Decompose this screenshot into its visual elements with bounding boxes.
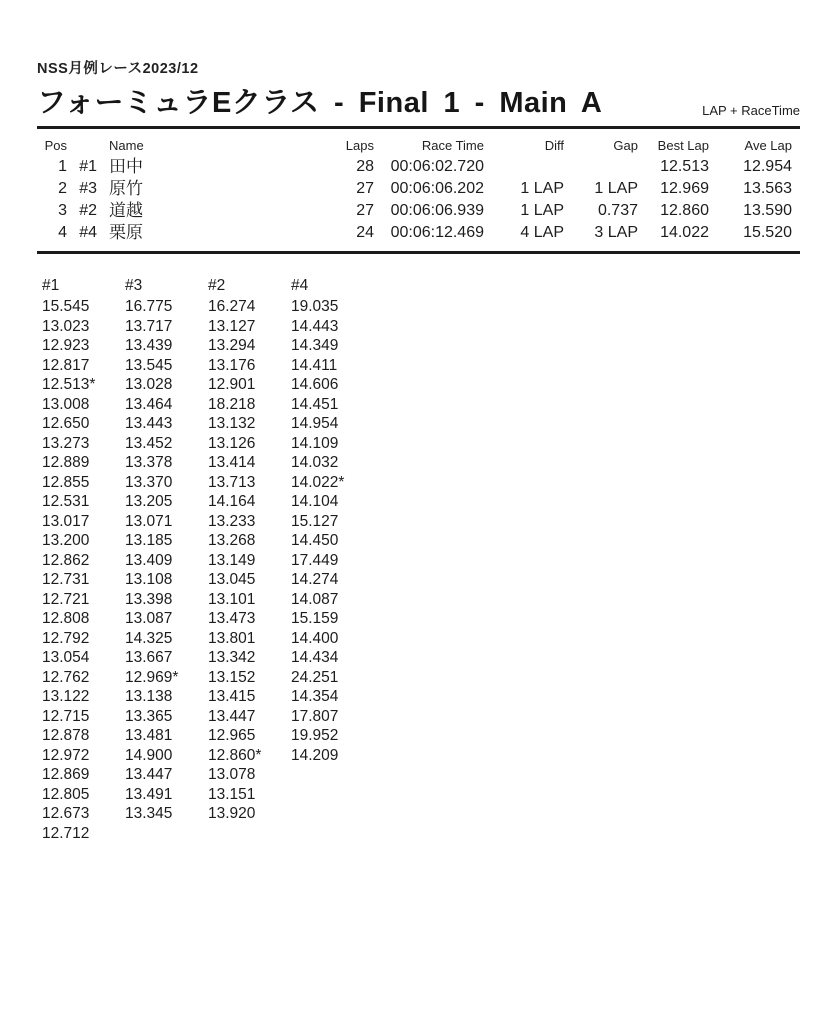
lap-time-car3: 13.398 [125, 590, 173, 608]
lap-time-car4: 14.400 [291, 629, 339, 647]
result-gap: 3 LAP [594, 224, 638, 241]
lap-col-header-car4: #4 [291, 277, 309, 294]
lap-time-car3: 13.443 [125, 415, 173, 432]
lap-time-car4: 17.449 [291, 551, 339, 569]
lap-time-car2: 13.078 [208, 766, 256, 783]
lap-time-car1: 12.862 [42, 551, 90, 569]
result-car-no: #4 [79, 224, 97, 241]
lap-time-car3: 13.345 [125, 805, 173, 822]
result-name: 原竹 [109, 179, 143, 198]
lap-time-car3: 13.447 [125, 766, 173, 783]
result-avelap: 12.954 [743, 158, 792, 175]
lap-time-car4: 14.022* [291, 473, 345, 491]
lap-time-car3 [120, 824, 203, 844]
lap-time-row [37, 453, 369, 473]
lap-time-car2: 13.233 [208, 512, 256, 530]
lap-time-car2: 13.713 [208, 473, 256, 491]
result-avelap: 15.520 [743, 224, 792, 241]
lap-time-car3: 13.545 [125, 356, 173, 374]
lap-time-car4: 14.443 [291, 317, 339, 335]
col-header-diff: Diff [544, 138, 564, 153]
lap-time-car1: 13.017 [42, 512, 90, 530]
lap-time-car1: 13.008 [42, 395, 90, 413]
result-diff: 4 LAP [520, 224, 564, 241]
lap-time-row [37, 317, 369, 337]
col-header-pos: Pos [44, 138, 67, 153]
result-name: 田中 [109, 157, 143, 176]
result-laps: 24 [356, 224, 374, 241]
lap-time-car2: 13.152 [208, 668, 256, 686]
lap-time-car4 [286, 785, 369, 805]
lap-time-row [37, 570, 369, 590]
lap-time-car2: 18.218 [208, 395, 256, 413]
lap-time-car3: 13.205 [125, 493, 173, 510]
lap-time-car4: 14.450 [291, 532, 339, 549]
lap-time-row [37, 609, 369, 629]
lap-time-car3: 13.108 [125, 571, 173, 588]
lap-time-car1: 12.878 [42, 727, 90, 744]
result-racetime: 00:06:06.939 [390, 202, 484, 219]
result-laps: 27 [356, 202, 374, 219]
result-bestlap: 12.513 [660, 158, 709, 175]
timing-mode-label: LAP + RaceTime [702, 103, 800, 118]
result-row [37, 222, 800, 244]
result-diff [484, 156, 564, 178]
lap-time-car4: 14.434 [291, 649, 339, 666]
lap-time-car2: 13.801 [208, 629, 256, 647]
lap-col-header-car1: #1 [42, 277, 60, 294]
lap-time-car1: 12.817 [42, 356, 90, 374]
lap-time-row [37, 824, 369, 844]
result-avelap: 13.590 [743, 202, 792, 219]
lap-time-car4: 14.354 [291, 688, 339, 705]
col-header-bestlap: Best Lap [657, 138, 709, 153]
lap-time-car1: 12.721 [42, 590, 90, 608]
lap-time-car2: 13.045 [208, 571, 256, 588]
col-header-racetime: Race Time [421, 138, 484, 153]
lap-time-row [37, 648, 369, 668]
lap-times-header-row [37, 277, 369, 297]
lap-time-car4: 15.127 [291, 512, 339, 530]
lap-time-car4: 14.411 [291, 356, 338, 374]
lap-time-car2: 16.274 [208, 298, 256, 315]
lap-time-car1: 12.808 [42, 610, 90, 627]
lap-time-car3: 13.028 [125, 376, 173, 393]
lap-time-car4: 19.035 [291, 298, 339, 315]
lap-time-car2: 13.101 [208, 590, 256, 608]
lap-time-car2: 13.447 [208, 707, 256, 725]
lap-time-car2: 13.151 [208, 785, 256, 803]
lap-time-car4: 14.032 [291, 454, 339, 471]
result-car-no: #1 [79, 158, 97, 175]
lap-time-car1: 12.762 [42, 668, 90, 686]
lap-times-table [37, 277, 369, 843]
lap-time-car4 [286, 824, 369, 844]
result-row [37, 156, 800, 178]
lap-time-car3: 13.717 [125, 317, 173, 335]
result-row [37, 178, 800, 200]
lap-time-car4: 14.349 [291, 337, 339, 354]
lap-time-car3: 13.370 [125, 473, 173, 491]
result-avelap: 13.563 [743, 180, 792, 197]
lap-time-car1: 12.972 [42, 746, 90, 764]
lap-time-row [37, 687, 369, 707]
lap-time-car4: 14.451 [291, 395, 339, 413]
lap-time-row [37, 434, 369, 454]
lap-time-row [37, 707, 369, 727]
lap-time-row [37, 804, 369, 824]
results-divider [37, 251, 800, 254]
lap-time-row [37, 765, 369, 785]
lap-time-car1: 15.545 [42, 298, 90, 315]
lap-time-car2: 13.920 [208, 805, 256, 822]
lap-time-car1: 13.023 [42, 317, 90, 335]
lap-time-car2: 14.164 [208, 493, 256, 510]
lap-time-car3: 13.365 [125, 707, 173, 725]
lap-time-car1: 12.531 [42, 493, 90, 510]
lap-time-row [37, 473, 369, 493]
lap-time-row [37, 492, 369, 512]
lap-time-car3: 13.071 [125, 512, 173, 530]
result-pos: 3 [58, 202, 67, 219]
lap-time-car4: 19.952 [291, 727, 339, 744]
result-bestlap: 12.969 [660, 180, 709, 197]
lap-time-row [37, 551, 369, 571]
lap-time-car3: 13.452 [125, 434, 173, 452]
lap-time-car3: 16.775 [125, 298, 173, 315]
result-bestlap: 14.022 [660, 224, 709, 241]
result-pos: 2 [58, 180, 67, 197]
title-row [37, 78, 800, 121]
lap-time-car3: 13.481 [125, 727, 173, 744]
result-car-no: #2 [79, 202, 97, 219]
result-racetime: 00:06:12.469 [390, 224, 484, 241]
lap-time-car1: 13.122 [42, 688, 90, 705]
lap-time-row [37, 375, 369, 395]
lap-time-car2: 12.901 [208, 376, 256, 393]
col-header-laps: Laps [345, 138, 374, 153]
lap-time-car4: 14.109 [291, 434, 339, 452]
lap-time-car1: 12.792 [42, 629, 90, 647]
lap-time-car1: 13.200 [42, 532, 90, 549]
lap-time-car3: 13.185 [125, 532, 173, 549]
lap-time-car2: 12.860* [208, 746, 262, 764]
lap-time-row [37, 395, 369, 415]
lap-time-car2: 13.342 [208, 649, 256, 666]
result-laps: 28 [356, 158, 374, 175]
lap-time-row [37, 297, 369, 317]
lap-time-car4: 14.104 [291, 493, 339, 510]
col-header-car [67, 138, 103, 156]
lap-col-header-car3: #3 [125, 277, 143, 294]
lap-time-car4: 14.209 [291, 746, 339, 764]
lap-time-car1: 13.054 [42, 649, 90, 666]
sheet-content [37, 0, 800, 843]
lap-time-car3: 13.087 [125, 610, 173, 627]
lap-time-car3: 12.969* [125, 668, 179, 686]
results-body [37, 156, 800, 244]
result-car-no: #3 [79, 180, 97, 197]
lap-time-car4: 14.606 [291, 376, 339, 393]
lap-time-car3: 13.464 [125, 395, 173, 413]
result-diff: 1 LAP [520, 202, 564, 219]
lap-time-car1: 12.855 [42, 473, 90, 491]
results-header-row [37, 138, 800, 156]
lap-time-car4: 24.251 [291, 668, 339, 686]
result-name: 道越 [109, 201, 143, 220]
result-row [37, 200, 800, 222]
event-title: NSS月例レース2023/12 [37, 61, 199, 77]
col-header-name: Name [109, 138, 144, 153]
lap-time-car4: 15.159 [291, 610, 339, 627]
result-pos: 4 [58, 224, 67, 241]
lap-time-car2: 13.473 [208, 610, 256, 627]
results-table [37, 138, 800, 244]
lap-time-car3: 14.900 [125, 746, 173, 764]
lap-time-row [37, 356, 369, 376]
lap-time-car3: 13.138 [125, 688, 173, 705]
result-gap: 0.737 [597, 202, 638, 219]
lap-time-car1: 12.712 [42, 824, 90, 842]
lap-time-car2: 13.414 [208, 454, 256, 471]
lap-time-row [37, 668, 369, 688]
lap-time-car1: 12.869 [42, 766, 90, 783]
lap-time-car2 [203, 824, 286, 844]
lap-time-car1: 13.273 [42, 434, 90, 452]
lap-time-car4: 17.807 [291, 707, 339, 725]
lap-time-car3: 13.491 [125, 785, 173, 803]
lap-time-row [37, 746, 369, 766]
lap-time-car2: 13.127 [208, 317, 256, 335]
result-diff: 1 LAP [520, 180, 564, 197]
lap-time-car2: 12.965 [208, 727, 256, 744]
lap-time-car3: 13.439 [125, 337, 173, 354]
lap-time-car3: 13.409 [125, 551, 173, 569]
lap-time-row [37, 726, 369, 746]
result-gap [564, 156, 638, 178]
lap-time-row [37, 629, 369, 649]
lap-time-car1: 12.805 [42, 785, 90, 803]
lap-time-car3: 13.378 [125, 454, 173, 471]
lap-time-car1: 12.731 [42, 571, 90, 588]
result-racetime: 00:06:02.720 [390, 158, 484, 175]
lap-time-car2: 13.294 [208, 337, 256, 354]
lap-time-car2: 13.126 [208, 434, 256, 452]
lap-time-car4 [286, 765, 369, 785]
lap-col-header-car2: #2 [208, 277, 226, 294]
lap-time-car1: 12.889 [42, 454, 90, 471]
lap-time-car4: 14.274 [291, 571, 339, 588]
lap-times-body [37, 297, 369, 843]
lap-time-car1: 12.650 [42, 415, 90, 432]
lap-time-car4: 14.954 [291, 415, 339, 432]
lap-time-row [37, 336, 369, 356]
lap-time-row [37, 785, 369, 805]
lap-time-car1: 12.673 [42, 805, 90, 822]
lap-time-car4: 14.087 [291, 590, 339, 608]
lap-time-row [37, 414, 369, 434]
title-divider [37, 126, 800, 129]
lap-time-car2: 13.268 [208, 532, 256, 549]
lap-time-car1: 12.923 [42, 337, 90, 354]
col-header-gap: Gap [613, 138, 638, 153]
lap-time-car2: 13.415 [208, 688, 256, 705]
lap-time-car3: 14.325 [125, 629, 173, 647]
lap-time-car1: 12.715 [42, 707, 90, 725]
lap-time-row [37, 512, 369, 532]
lap-time-row [37, 531, 369, 551]
result-laps: 27 [356, 180, 374, 197]
race-title: フォーミュラEクラス - Final 1 - Main A [37, 87, 603, 119]
lap-time-car2: 13.176 [208, 356, 256, 374]
lap-time-row [37, 590, 369, 610]
lap-time-car2: 13.149 [208, 551, 256, 569]
col-header-avelap: Ave Lap [744, 138, 792, 153]
result-name: 栗原 [109, 223, 143, 242]
result-bestlap: 12.860 [660, 202, 709, 219]
result-pos: 1 [58, 158, 67, 175]
lap-time-car4 [286, 804, 369, 824]
lap-time-car2: 13.132 [208, 415, 256, 432]
result-racetime: 00:06:06.202 [390, 180, 484, 197]
result-gap: 1 LAP [594, 180, 638, 197]
lap-time-car3: 13.667 [125, 649, 173, 666]
lap-time-car1: 12.513* [42, 376, 96, 393]
